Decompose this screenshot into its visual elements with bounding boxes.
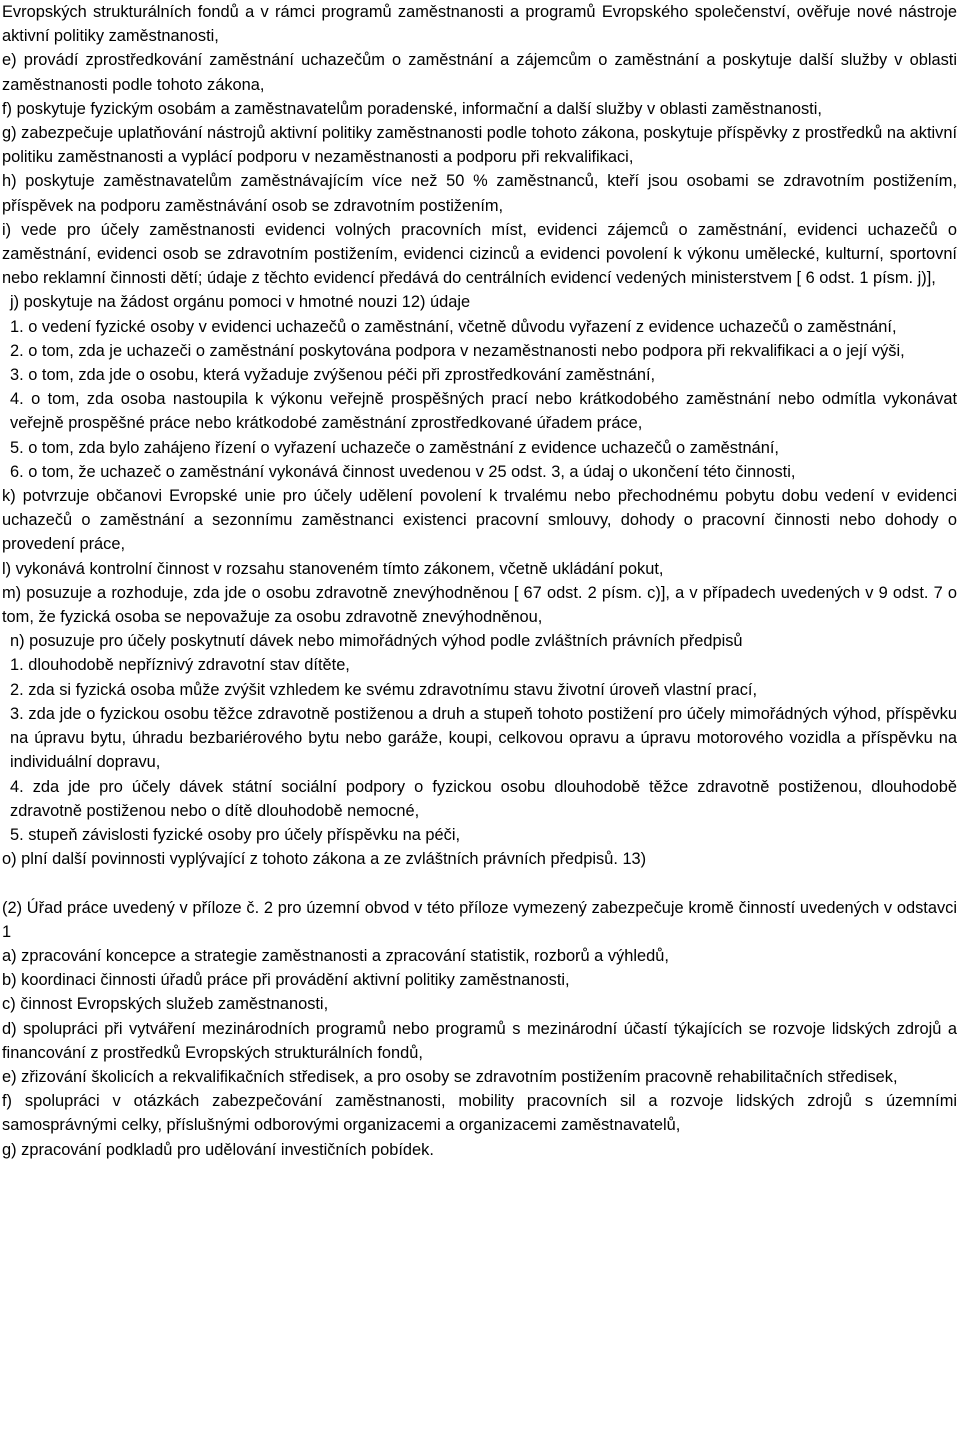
list-item-f: f) poskytuje fyzickým osobám a zaměstnavatelům poradenské, informační a další služby v oblasti zaměstnanosti,	[2, 99, 822, 118]
list-item-n: n) posuzuje pro účely poskytnutí dávek nebo mimořádných výhod podle zvláštních právních předpisů	[10, 632, 743, 651]
list-item-n-4: 4. zda jde pro účely dávek státní sociální podpory o fyzickou osobu dlouhodobě těžce zdravotně postiženou, dlouhodobě zdravotně postiženou nebo o dítě dlouhodobě nemocné,	[10, 777, 957, 820]
section-paragraph-2	[2, 896, 957, 1162]
list-item-n-5: 5. stupeň závislosti fyzické osoby pro účely příspěvku na péči,	[10, 825, 461, 844]
list-item-j-4: 4. o tom, zda osoba nastoupila k výkonu veřejně prospěšných prací nebo krátkodobého zaměstnání nebo odmítla vykonávat veřejně prospěšné práce nebo krátkodobé zaměstnání zprostředkované úřadem práce,	[10, 390, 957, 433]
list-item-l: l) vykonává kontrolní činnost v rozsahu stanoveném tímto zákonem, včetně ukládání pokut,	[2, 559, 664, 578]
list-item-k: k) potvrzuje občanovi Evropské unie pro účely udělení povolení k trvalému nebo přechodnému pobytu dobu vedení v evidenci uchazečů o zaměstnání a sezonnímu zaměstnanci existenci pracovní smlouvy, dohody o pracovní činnosti nebo dohody o provedení práce,	[2, 487, 957, 554]
paragraph-2-intro: (2) Úřad práce uvedený v příloze č. 2 pro územní obvod v této příloze vymezený zabezpečuje kromě činností uvedených v odstavci 1	[2, 898, 957, 941]
list-item-j-5: 5. o tom, zda bylo zahájeno řízení o vyřazení uchazeče o zaměstnání z evidence uchazečů o zaměstnání,	[10, 438, 779, 457]
list-item-j-2: 2. o tom, zda je uchazeči o zaměstnání poskytována podpora v nezaměstnanosti nebo podpora při rekvalifikaci a o její výši,	[10, 341, 905, 360]
list-item-j-6: 6. o tom, že uchazeč o zaměstnání vykonává činnost uvedenou v 25 odst. 3, a údaj o ukončení této činnosti,	[10, 462, 796, 481]
text-paragraph: Evropských strukturálních fondů a v rámci programů zaměstnanosti a programů Evropského společenství, ověřuje nové nástroje aktivní politiky zaměstnanosti,	[2, 3, 957, 46]
list-item-n-1: 1. dlouhodobě nepříznivý zdravotní stav dítěte,	[10, 656, 350, 675]
list-item-i: i) vede pro účely zaměstnanosti evidenci volných pracovních míst, evidenci zájemců o zaměstnání, evidenci uchazečů o zaměstnání, evidenci osob se zdravotním postižením, evidenci cizinců a evidenci povolení k výkonu umělecké, kulturní, sportovní nebo reklamní činnosti dětí; údaje z těchto evidencí předává do centrálních evidencí vedených ministerstvem [ 6 odst. 1 písm. j)],	[2, 220, 957, 288]
list-item-m: m) posuzuje a rozhoduje, zda jde o osobu zdravotně znevýhodněnou [ 67 odst. 2 písm. c)], a v případech uvedených v 9 odst. 7 o tom, že fyzická osoba se nepovažuje za osobu zdravotně znevýhodněnou,	[2, 583, 957, 627]
list-item-j-1: 1. o vedení fyzické osoby v evidenci uchazečů o zaměstnání, včetně důvodu vyřazení z evidence uchazečů o zaměstnání,	[10, 317, 897, 336]
list-item-c: c) činnost Evropských služeb zaměstnanosti,	[2, 995, 329, 1014]
section-paragraph-1	[2, 0, 957, 871]
list-item-n-3: 3. zda jde o fyzickou osobu těžce zdravotně postiženou a druh a stupeň tohoto postižení pro účely mimořádných výhod, příspěvku na úpravu bytu, úhradu bezbariérového bytu nebo garáže, koupi, celkovou opravu a úpravu motorového vozidla a příspěvku na individuální dopravu,	[10, 704, 957, 772]
list-item-e2: e) zřizování školicích a rekvalifikačních středisek, a pro osoby se zdravotním postižením pracovně rehabilitačních středisek,	[2, 1067, 898, 1086]
list-item-j-3: 3. o tom, zda jde o osobu, která vyžaduje zvýšenou péči při zprostředkování zaměstnání,	[10, 366, 656, 385]
list-item-g: g) zabezpečuje uplatňování nástrojů aktivní politiky zaměstnanosti podle tohoto zákona, poskytuje příspěvky z prostředků na aktivní politiku zaměstnanosti a vyplácí podporu v nezaměstnanosti a podporu při rekvalifikaci,	[2, 124, 957, 167]
list-item-e: e) provádí zprostředkování zaměstnání uchazečům o zaměstnání a zájemcům o zaměstnání a poskytuje další služby v oblasti zaměstnanosti podle tohoto zákona,	[2, 51, 957, 94]
list-item-o: o) plní další povinnosti vyplývající z tohoto zákona a ze zvláštních právních předpisů. 13)	[2, 850, 647, 869]
list-item-d: d) spolupráci při vytváření mezinárodních programů nebo programů s mezinárodní účastí týkajících se rozvoje lidských zdrojů a financování z prostředků Evropských strukturálních fondů,	[2, 1019, 957, 1062]
paragraph-gap	[2, 871, 957, 895]
list-item-f2: f) spolupráci v otázkách zabezpečování zaměstnanosti, mobility pracovních sil a rozvoje lidských zdrojů s územními samosprávnými celky, příslušnými odborovými organizacemi a organizacemi zaměstnavatelů,	[2, 1092, 957, 1135]
list-item-j: j) poskytuje na žádost orgánu pomoci v hmotné nouzi 12) údaje	[10, 293, 471, 312]
list-item-n-2: 2. zda si fyzická osoba může zvýšit vzhledem ke svému zdravotnímu stavu životní úroveň vlastní prací,	[10, 680, 757, 699]
list-item-g2: g) zpracování podkladů pro udělování investičních pobídek.	[2, 1140, 434, 1159]
list-item-h: h) poskytuje zaměstnavatelům zaměstnávajícím více než 50 % zaměstnanců, kteří jsou osobami se zdravotním postižením, příspěvek na podporu zaměstnávání osob se zdravotním postižením,	[2, 172, 957, 215]
list-item-a: a) zpracování koncepce a strategie zaměstnanosti a zpracování statistik, rozborů a výhledů,	[2, 946, 669, 965]
list-item-b: b) koordinaci činnosti úřadů práce při provádění aktivní politiky zaměstnanosti,	[2, 971, 570, 990]
